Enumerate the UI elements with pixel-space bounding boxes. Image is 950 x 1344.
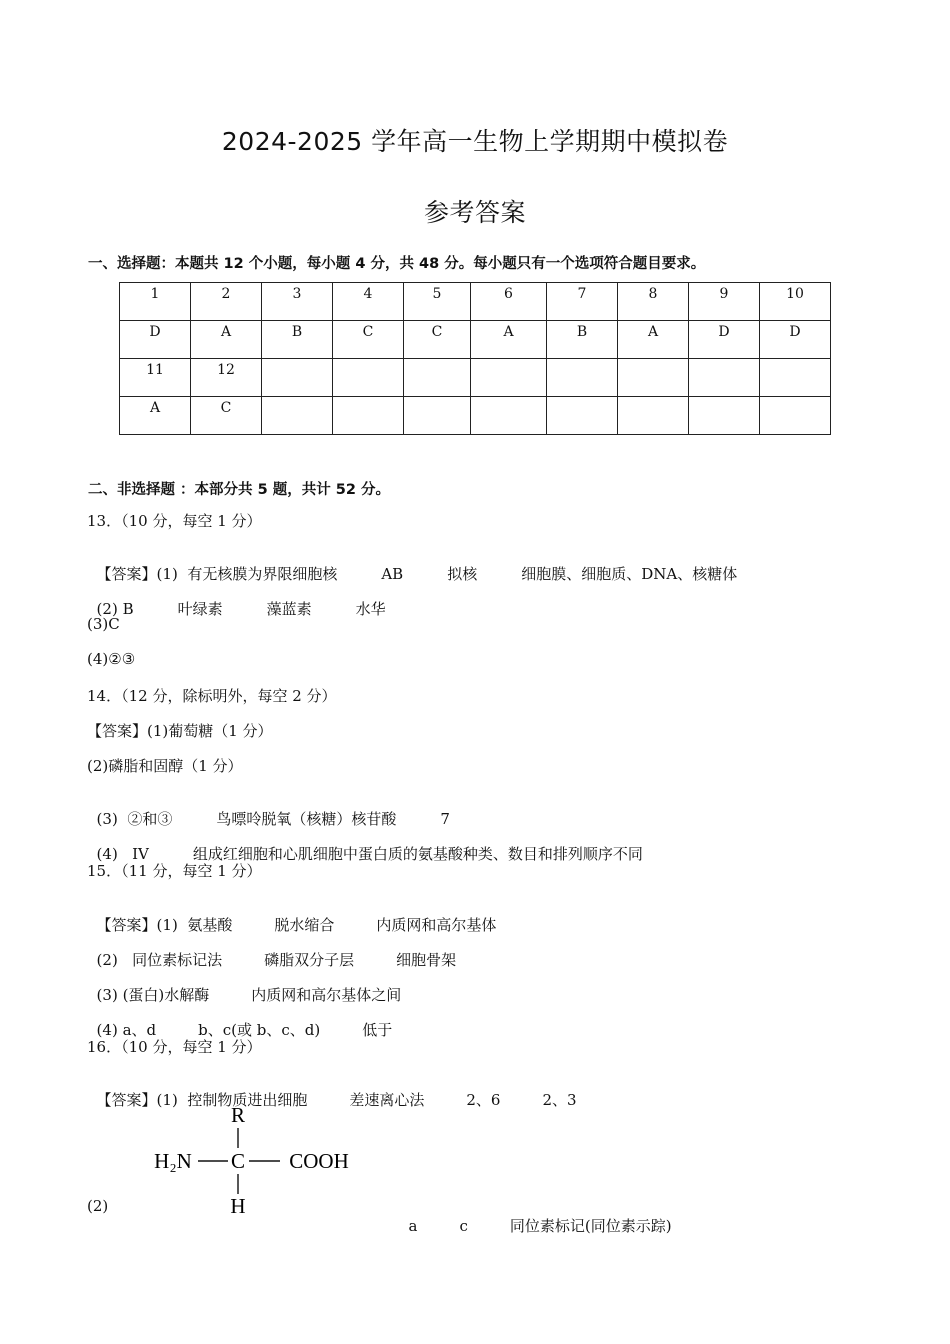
- table-cell: 6: [471, 283, 547, 321]
- table-cell: [689, 359, 760, 397]
- q15-line3: [87, 966, 401, 1005]
- table-cell: [333, 397, 404, 435]
- structure-alpha-carbon: C: [230, 1149, 246, 1173]
- table-cell: 5: [404, 283, 471, 321]
- answer-text: 细胞骨架: [396, 951, 457, 969]
- structure-hydrogen: H: [230, 1194, 246, 1218]
- structure-carboxyl-group: COOH: [289, 1149, 349, 1173]
- answer-text: a: [408, 1217, 418, 1235]
- table-cell: [471, 397, 547, 435]
- answer-text: 组成红细胞和心肌细胞中蛋白质的氨基酸种类、数目和排列顺序不同: [192, 845, 643, 863]
- structure-r-group: R: [230, 1103, 246, 1127]
- table-cell: C: [191, 397, 262, 435]
- table-cell: A: [471, 321, 547, 359]
- answer-text: 差速离心法: [349, 1091, 425, 1109]
- answer-text: 2、3: [542, 1091, 577, 1109]
- q15-line4: [87, 1001, 392, 1040]
- table-cell: 7: [547, 283, 618, 321]
- answer-text: (3) ②和③: [96, 810, 173, 828]
- table-cell: D: [760, 321, 831, 359]
- answer-text: AB: [381, 565, 404, 583]
- table-cell: 4: [333, 283, 404, 321]
- answer-text: 内质网和高尔基体之间: [251, 986, 402, 1004]
- table-row: [120, 283, 831, 321]
- q14-line4: [87, 825, 643, 864]
- q13-line4: (4)②③: [87, 650, 136, 668]
- answer-text: (2) 同位素标记法: [96, 951, 223, 969]
- table-cell: C: [333, 321, 404, 359]
- table-cell: A: [191, 321, 262, 359]
- q15-line1: [87, 896, 496, 935]
- answer-text: 叶绿素: [177, 600, 223, 618]
- section2-heading: 二、非选择题 ：本部分共 5 题，共计 52 分。: [88, 482, 391, 498]
- answer-text: 拟核: [447, 565, 478, 583]
- answer-text: 藻蓝素: [266, 600, 312, 618]
- table-cell: D: [120, 321, 191, 359]
- table-cell: [618, 359, 689, 397]
- answer-text: (4) a、d: [96, 1021, 157, 1039]
- page-subtitle: 参考答案: [423, 198, 526, 227]
- table-cell: 1: [120, 283, 191, 321]
- table-cell: [404, 397, 471, 435]
- q13-header: 13．（10 分，每空 1 分）: [87, 512, 262, 530]
- answer-text: 【答案】(1) 控制物质进出细胞: [96, 1091, 308, 1109]
- table-row: [120, 359, 831, 397]
- table-cell: [547, 397, 618, 435]
- table-cell: [760, 359, 831, 397]
- table-cell: [547, 359, 618, 397]
- table-cell: 8: [618, 283, 689, 321]
- page-title: 2024-2025 学年高一生物上学期期中模拟卷: [221, 127, 729, 156]
- table-cell: [689, 397, 760, 435]
- q13-line2: [87, 580, 386, 619]
- table-cell: [262, 359, 333, 397]
- answer-table: [119, 282, 831, 435]
- structure-amino-group: H₂N: [154, 1149, 192, 1173]
- q13-line3: (3)C: [87, 615, 120, 633]
- table-cell: [760, 397, 831, 435]
- q16-header: 16．（10 分，每空 1 分）: [87, 1038, 262, 1056]
- table-row: [120, 397, 831, 435]
- answer-text: 磷脂双分子层: [264, 951, 355, 969]
- table-cell: [333, 359, 404, 397]
- answer-text: 【答案】(1) 有无核膜为界限细胞核: [96, 565, 338, 583]
- table-cell: [404, 359, 471, 397]
- q16-line2-rest: [399, 1197, 672, 1236]
- table-cell: [618, 397, 689, 435]
- answer-text: 低于: [362, 1021, 393, 1039]
- table-cell: 11: [120, 359, 191, 397]
- q13-line1: [87, 545, 737, 584]
- table-cell: A: [120, 397, 191, 435]
- answer-text: 内质网和高尔基体: [376, 916, 497, 934]
- answer-text: 7: [440, 810, 450, 828]
- answer-text: 细胞膜、细胞质、DNA、核糖体: [521, 565, 738, 583]
- table-cell: A: [618, 321, 689, 359]
- q16-line2-label: (2): [87, 1197, 109, 1215]
- table-cell: D: [689, 321, 760, 359]
- answer-text: (2) B: [96, 600, 134, 618]
- table-cell: 10: [760, 283, 831, 321]
- q14-line1: 【答案】(1)葡萄糖（1 分）: [87, 722, 273, 740]
- table-cell: [471, 359, 547, 397]
- table-cell: 9: [689, 283, 760, 321]
- q14-line2: (2)磷脂和固醇（1 分）: [87, 757, 243, 775]
- table-cell: 12: [191, 359, 262, 397]
- table-cell: B: [547, 321, 618, 359]
- q15-line2: [87, 931, 456, 970]
- q14-line3: [87, 790, 450, 829]
- answer-text: 水华: [355, 600, 386, 618]
- q14-header: 14．（12 分，除标明外，每空 2 分）: [87, 687, 337, 705]
- table-cell: B: [262, 321, 333, 359]
- table-cell: C: [404, 321, 471, 359]
- table-row: [120, 321, 831, 359]
- table-cell: [262, 397, 333, 435]
- answer-text: (4) IV: [96, 845, 149, 863]
- answer-text: 同位素标记(同位素示踪): [509, 1217, 672, 1235]
- table-cell: 3: [262, 283, 333, 321]
- answer-text: c: [459, 1217, 468, 1235]
- answer-text: b、c(或 b、c、d): [198, 1021, 321, 1039]
- section1-heading: 一、选择题：本题共 12 个小题，每小题 4 分，共 48 分。每小题只有一个选项符合题目要求。: [88, 256, 706, 272]
- answer-text: 脱水缩合: [274, 916, 335, 934]
- answer-text: (3) (蛋白)水解酶: [96, 986, 210, 1004]
- answer-text: 【答案】(1) 氨基酸: [96, 916, 233, 934]
- q15-header: 15．（11 分，每空 1 分）: [87, 862, 262, 880]
- table-cell: 2: [191, 283, 262, 321]
- answer-text: 鸟嘌呤脱氧（核糖）核苷酸: [216, 810, 397, 828]
- amino-acid-structure: [148, 1102, 368, 1222]
- answer-text: 2、6: [466, 1091, 501, 1109]
